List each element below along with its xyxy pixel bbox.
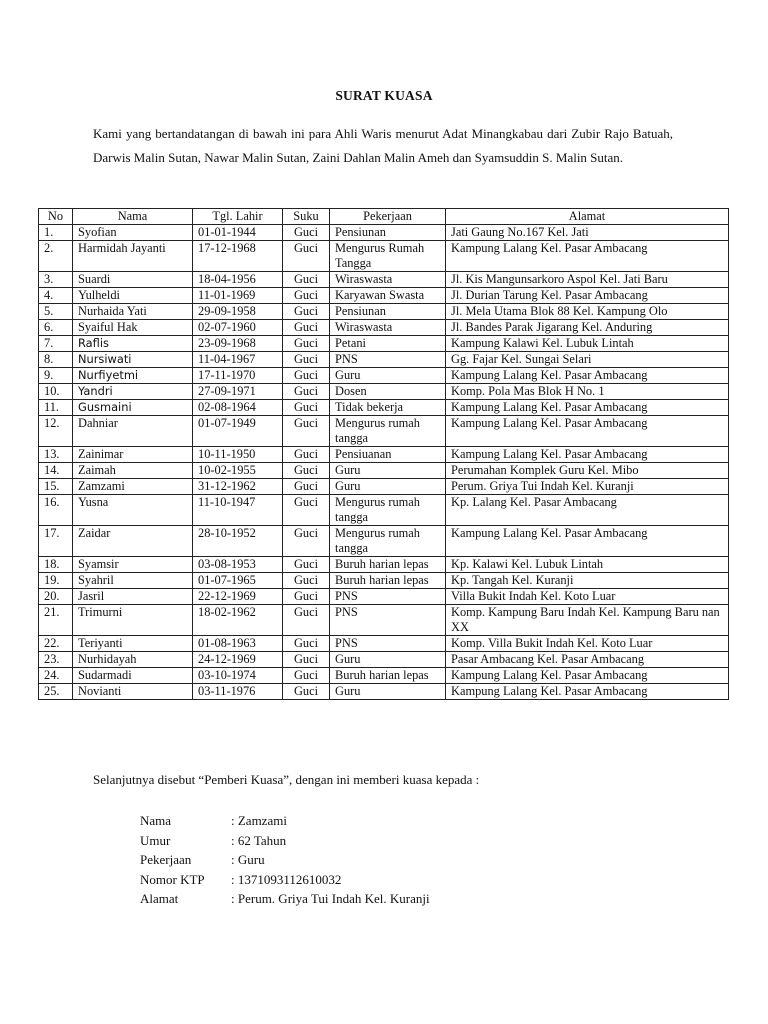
cell-no: 5.	[39, 304, 73, 320]
detail-row	[140, 870, 430, 890]
cell-nama: Nurhaida Yati	[73, 304, 193, 320]
cell-no: 7.	[39, 336, 73, 352]
cell-tgl-lahir: 17-11-1970	[193, 368, 283, 384]
cell-no: 21.	[39, 605, 73, 636]
grantor-statement: Selanjutnya disebut “Pemberi Kuasa”, dengan ini memberi kuasa kepada :	[93, 772, 480, 787]
cell-pekerjaan: PNS	[330, 589, 446, 605]
cell-nama: Yusna	[73, 495, 193, 526]
table-row	[39, 668, 729, 684]
cell-no: 13.	[39, 447, 73, 463]
cell-no: 9.	[39, 368, 73, 384]
detail-label: Alamat	[140, 891, 179, 906]
cell-alamat: Kp. Lalang Kel. Pasar Ambacang	[446, 495, 729, 526]
table-row	[39, 526, 729, 557]
header-nama: Nama	[73, 209, 193, 225]
table-row	[39, 573, 729, 589]
cell-suku: Guci	[283, 336, 330, 352]
cell-alamat: Pasar Ambacang Kel. Pasar Ambacang	[446, 652, 729, 668]
detail-label: Pekerjaan	[140, 852, 192, 867]
table-row	[39, 495, 729, 526]
table-row	[39, 304, 729, 320]
detail-row	[140, 811, 430, 831]
header-alamat: Alamat	[446, 209, 729, 225]
table-row	[39, 272, 729, 288]
cell-tgl-lahir: 11-01-1969	[193, 288, 283, 304]
cell-suku: Guci	[283, 526, 330, 557]
cell-tgl-lahir: 03-10-1974	[193, 668, 283, 684]
cell-no: 24.	[39, 668, 73, 684]
table-row	[39, 636, 729, 652]
cell-no: 22.	[39, 636, 73, 652]
cell-suku: Guci	[283, 400, 330, 416]
recipient-details	[140, 811, 430, 909]
cell-tgl-lahir: 01-07-1965	[193, 573, 283, 589]
header-no: No	[39, 209, 73, 225]
cell-nama: Gusmaini	[73, 400, 193, 416]
cell-tgl-lahir: 18-02-1962	[193, 605, 283, 636]
detail-row	[140, 889, 430, 909]
cell-tgl-lahir: 31-12-1962	[193, 479, 283, 495]
cell-alamat: Kampung Lalang Kel. Pasar Ambacang	[446, 416, 729, 447]
cell-nama: Novianti	[73, 684, 193, 700]
cell-no: 19.	[39, 573, 73, 589]
cell-suku: Guci	[283, 479, 330, 495]
intro-paragraph: Kami yang bertandatangan di bawah ini para Ahli Waris menurut Adat Minangkabau dari Zubir Rajo Batuah, Darwis Malin Sutan, Nawar Malin Sutan, Zaini Dahlan Malin Ameh dan Syamsuddin S. Malin Sutan.	[93, 126, 673, 165]
cell-no: 17.	[39, 526, 73, 557]
cell-no: 14.	[39, 463, 73, 479]
cell-pekerjaan: Buruh harian lepas	[330, 573, 446, 589]
cell-nama: Trimurni	[73, 605, 193, 636]
cell-pekerjaan: Buruh harian lepas	[330, 557, 446, 573]
cell-pekerjaan: PNS	[330, 636, 446, 652]
detail-label: Nama	[140, 813, 172, 828]
table-row	[39, 352, 729, 368]
cell-no: 6.	[39, 320, 73, 336]
header-suku: Suku	[283, 209, 330, 225]
cell-alamat: Kampung Lalang Kel. Pasar Ambacang	[446, 526, 729, 557]
cell-nama: Yulheldi	[73, 288, 193, 304]
cell-alamat: Komp. Pola Mas Blok H No. 1	[446, 384, 729, 400]
cell-no: 4.	[39, 288, 73, 304]
cell-suku: Guci	[283, 384, 330, 400]
cell-tgl-lahir: 10-11-1950	[193, 447, 283, 463]
cell-nama: Teriyanti	[73, 636, 193, 652]
cell-alamat: Kp. Tangah Kel. Kuranji	[446, 573, 729, 589]
cell-tgl-lahir: 01-01-1944	[193, 225, 283, 241]
detail-value: : 1371093112610032	[231, 871, 342, 887]
table-row	[39, 400, 729, 416]
detail-row	[140, 850, 430, 870]
cell-pekerjaan: Guru	[330, 652, 446, 668]
cell-suku: Guci	[283, 272, 330, 288]
cell-suku: Guci	[283, 320, 330, 336]
cell-pekerjaan: PNS	[330, 605, 446, 636]
cell-suku: Guci	[283, 241, 330, 272]
table-row	[39, 557, 729, 573]
cell-nama: Zainimar	[73, 447, 193, 463]
cell-no: 2.	[39, 241, 73, 272]
cell-alamat: Kampung Lalang Kel. Pasar Ambacang	[446, 447, 729, 463]
cell-nama: Zaimah	[73, 463, 193, 479]
cell-alamat: Perumahan Komplek Guru Kel. Mibo	[446, 463, 729, 479]
detail-label: Nomor KTP	[140, 871, 205, 887]
table-row	[39, 320, 729, 336]
cell-nama: Zaidar	[73, 526, 193, 557]
cell-suku: Guci	[283, 416, 330, 447]
table-row	[39, 384, 729, 400]
cell-suku: Guci	[283, 636, 330, 652]
table-row	[39, 589, 729, 605]
cell-tgl-lahir: 17-12-1968	[193, 241, 283, 272]
cell-suku: Guci	[283, 352, 330, 368]
cell-pekerjaan: Karyawan Swasta	[330, 288, 446, 304]
cell-alamat: Jl. Durian Tarung Kel. Pasar Ambacang	[446, 288, 729, 304]
cell-tgl-lahir: 02-07-1960	[193, 320, 283, 336]
cell-pekerjaan: Mengurus rumah tangga	[330, 416, 446, 447]
cell-no: 20.	[39, 589, 73, 605]
cell-tgl-lahir: 22-12-1969	[193, 589, 283, 605]
cell-alamat: Kampung Kalawi Kel. Lubuk Lintah	[446, 336, 729, 352]
cell-alamat: Kp. Kalawi Kel. Lubuk Lintah	[446, 557, 729, 573]
cell-suku: Guci	[283, 288, 330, 304]
cell-nama: Yandri	[73, 384, 193, 400]
detail-value: : Zamzami	[231, 813, 287, 828]
cell-nama: Sudarmadi	[73, 668, 193, 684]
table-row	[39, 652, 729, 668]
cell-no: 8.	[39, 352, 73, 368]
cell-tgl-lahir: 28-10-1952	[193, 526, 283, 557]
cell-pekerjaan: Mengurus rumah tangga	[330, 495, 446, 526]
cell-tgl-lahir: 23-09-1968	[193, 336, 283, 352]
cell-no: 3.	[39, 272, 73, 288]
cell-suku: Guci	[283, 463, 330, 479]
cell-tgl-lahir: 29-09-1958	[193, 304, 283, 320]
cell-alamat: Kampung Lalang Kel. Pasar Ambacang	[446, 684, 729, 700]
cell-no: 16.	[39, 495, 73, 526]
cell-suku: Guci	[283, 225, 330, 241]
cell-suku: Guci	[283, 368, 330, 384]
cell-nama: Nursiwati	[73, 352, 193, 368]
table-row	[39, 336, 729, 352]
cell-nama: Nurhidayah	[73, 652, 193, 668]
cell-suku: Guci	[283, 573, 330, 589]
detail-value: : 62 Tahun	[231, 832, 287, 848]
cell-pekerjaan: Pensiunan	[330, 304, 446, 320]
table-row	[39, 368, 729, 384]
cell-no: 23.	[39, 652, 73, 668]
cell-no: 12.	[39, 416, 73, 447]
table-row	[39, 288, 729, 304]
cell-nama: Zamzami	[73, 479, 193, 495]
cell-tgl-lahir: 02-08-1964	[193, 400, 283, 416]
cell-no: 18.	[39, 557, 73, 573]
cell-alamat: Kampung Lalang Kel. Pasar Ambacang	[446, 241, 729, 272]
table-row	[39, 463, 729, 479]
cell-pekerjaan: Guru	[330, 479, 446, 495]
cell-tgl-lahir: 03-08-1953	[193, 557, 283, 573]
cell-tgl-lahir: 11-10-1947	[193, 495, 283, 526]
cell-suku: Guci	[283, 668, 330, 684]
cell-nama: Syofian	[73, 225, 193, 241]
cell-nama: Suardi	[73, 272, 193, 288]
detail-value: : Guru	[231, 852, 265, 867]
cell-pekerjaan: Petani	[330, 336, 446, 352]
cell-alamat: Jl. Mela Utama Blok 88 Kel. Kampung Olo	[446, 304, 729, 320]
cell-nama: Nurfiyetmi	[73, 368, 193, 384]
cell-pekerjaan: Buruh harian lepas	[330, 668, 446, 684]
cell-pekerjaan: Wiraswasta	[330, 320, 446, 336]
cell-alamat: Jl. Kis Mangunsarkoro Aspol Kel. Jati Baru	[446, 272, 729, 288]
table-row	[39, 684, 729, 700]
table-row	[39, 225, 729, 241]
cell-alamat: Komp. Villa Bukit Indah Kel. Koto Luar	[446, 636, 729, 652]
cell-alamat: Kampung Lalang Kel. Pasar Ambacang	[446, 668, 729, 684]
table-row	[39, 479, 729, 495]
table-row	[39, 447, 729, 463]
cell-nama: Raflis	[73, 336, 193, 352]
cell-alamat: Jl. Bandes Parak Jigarang Kel. Anduring	[446, 320, 729, 336]
cell-suku: Guci	[283, 447, 330, 463]
document-title: SURAT KUASA	[335, 88, 433, 103]
cell-alamat: Kampung Lalang Kel. Pasar Ambacang	[446, 368, 729, 384]
cell-tgl-lahir: 11-04-1967	[193, 352, 283, 368]
cell-no: 10.	[39, 384, 73, 400]
cell-suku: Guci	[283, 652, 330, 668]
table-row	[39, 605, 729, 636]
detail-value: : Perum. Griya Tui Indah Kel. Kuranji	[231, 891, 430, 906]
cell-suku: Guci	[283, 304, 330, 320]
cell-no: 1.	[39, 225, 73, 241]
table-row	[39, 241, 729, 272]
cell-pekerjaan: Tidak bekerja	[330, 400, 446, 416]
cell-alamat: Jati Gaung No.167 Kel. Jati	[446, 225, 729, 241]
cell-alamat: Komp. Kampung Baru Indah Kel. Kampung Baru nan XX	[446, 605, 729, 636]
cell-pekerjaan: Mengurus rumah tangga	[330, 526, 446, 557]
cell-suku: Guci	[283, 495, 330, 526]
header-tgl-lahir: Tgl. Lahir	[193, 209, 283, 225]
cell-tgl-lahir: 01-07-1949	[193, 416, 283, 447]
cell-tgl-lahir: 01-08-1963	[193, 636, 283, 652]
cell-nama: Dahniar	[73, 416, 193, 447]
cell-tgl-lahir: 18-04-1956	[193, 272, 283, 288]
detail-row	[140, 831, 430, 851]
cell-pekerjaan: Wiraswasta	[330, 272, 446, 288]
cell-pekerjaan: Pensiuanan	[330, 447, 446, 463]
table-row	[39, 416, 729, 447]
cell-tgl-lahir: 03-11-1976	[193, 684, 283, 700]
cell-suku: Guci	[283, 605, 330, 636]
cell-no: 11.	[39, 400, 73, 416]
cell-no: 25.	[39, 684, 73, 700]
cell-nama: Syahril	[73, 573, 193, 589]
detail-label: Umur	[140, 832, 171, 848]
cell-nama: Syamsir	[73, 557, 193, 573]
cell-tgl-lahir: 24-12-1969	[193, 652, 283, 668]
cell-pekerjaan: Pensiunan	[330, 225, 446, 241]
cell-pekerjaan: Dosen	[330, 384, 446, 400]
table-header-row	[39, 209, 729, 225]
heirs-table	[38, 208, 729, 700]
cell-nama: Harmidah Jayanti	[73, 241, 193, 272]
cell-pekerjaan: Guru	[330, 463, 446, 479]
cell-nama: Jasril	[73, 589, 193, 605]
cell-alamat: Kampung Lalang Kel. Pasar Ambacang	[446, 400, 729, 416]
cell-suku: Guci	[283, 684, 330, 700]
cell-alamat: Gg. Fajar Kel. Sungai Selari	[446, 352, 729, 368]
cell-alamat: Villa Bukit Indah Kel. Koto Luar	[446, 589, 729, 605]
header-pekerjaan: Pekerjaan	[330, 209, 446, 225]
cell-tgl-lahir: 10-02-1955	[193, 463, 283, 479]
cell-suku: Guci	[283, 589, 330, 605]
cell-pekerjaan: Guru	[330, 368, 446, 384]
cell-alamat: Perum. Griya Tui Indah Kel. Kuranji	[446, 479, 729, 495]
cell-suku: Guci	[283, 557, 330, 573]
cell-pekerjaan: Mengurus Rumah Tangga	[330, 241, 446, 272]
cell-tgl-lahir: 27-09-1971	[193, 384, 283, 400]
cell-pekerjaan: PNS	[330, 352, 446, 368]
cell-no: 15.	[39, 479, 73, 495]
cell-nama: Syaiful Hak	[73, 320, 193, 336]
cell-pekerjaan: Guru	[330, 684, 446, 700]
